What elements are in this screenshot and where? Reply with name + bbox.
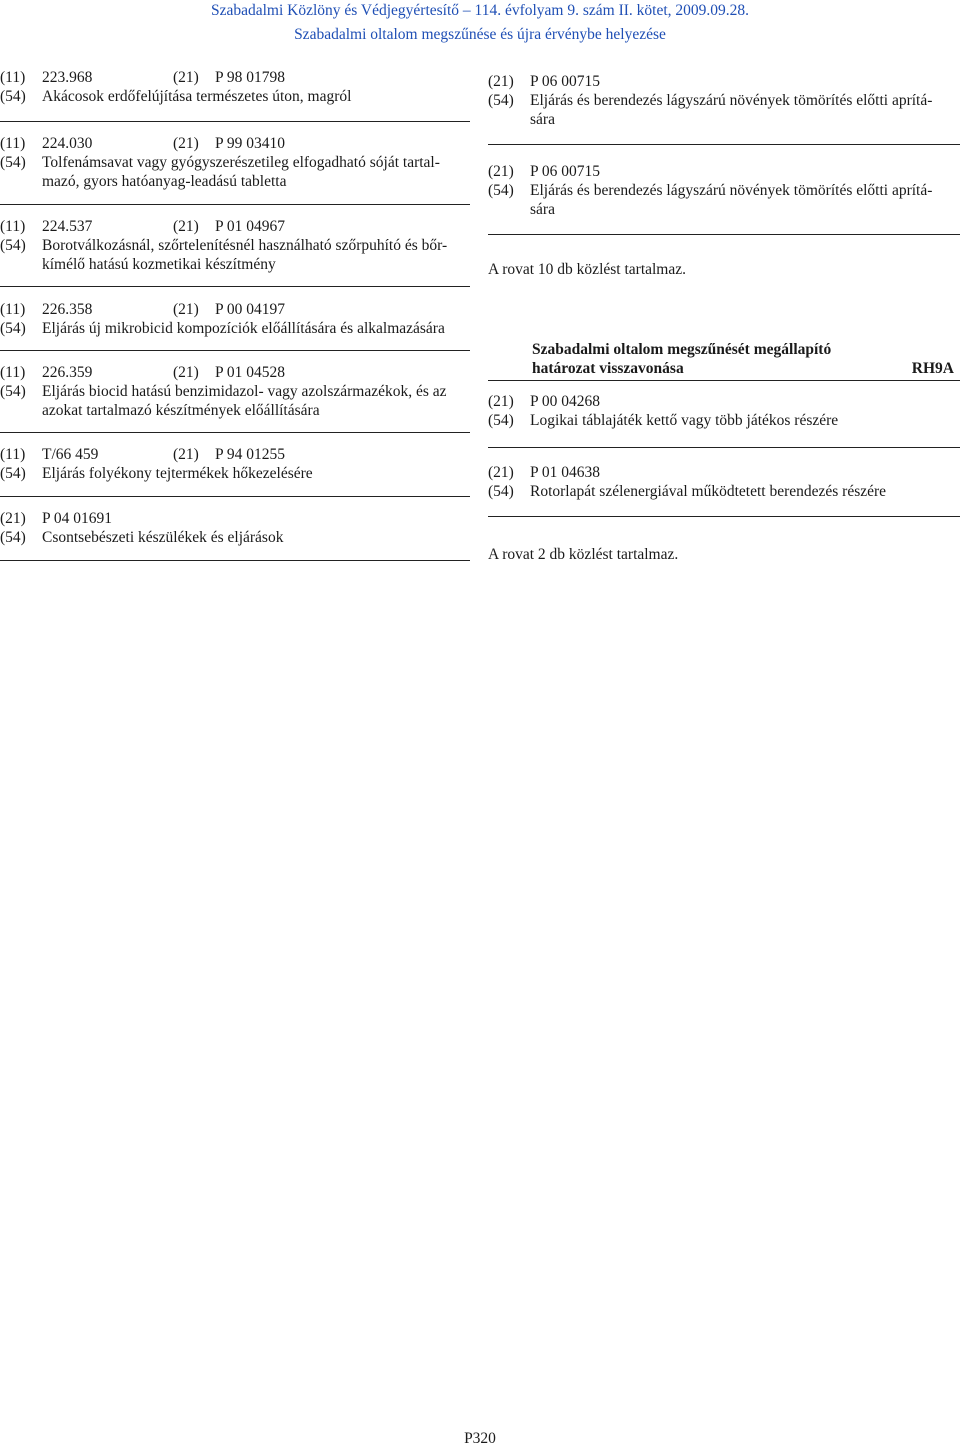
code-21: (21) xyxy=(488,73,514,90)
code-21: (21) xyxy=(173,69,199,86)
entry-divider xyxy=(0,560,470,561)
patent-title-line: azokat tartalmazó készítmények előállítására xyxy=(42,402,320,419)
code-54: (54) xyxy=(488,483,514,500)
section-heading-rule xyxy=(488,380,960,381)
code-54: (54) xyxy=(488,182,514,199)
patent-title-line: Rotorlapát szélenergiával működtetett berendezés részére xyxy=(530,483,887,500)
patent-entry xyxy=(488,162,960,219)
application-number: P 98 01798 xyxy=(215,69,286,86)
code-54: (54) xyxy=(488,412,514,429)
patent-number: 224.030 xyxy=(42,135,93,152)
application-number: P 99 03410 xyxy=(215,135,286,152)
code-54: (54) xyxy=(0,154,26,171)
patent-title-line: Tolfenámsavat vagy gyógyszerészetileg elfogadható sóját tartal- xyxy=(42,154,440,171)
section-code: RH9A xyxy=(911,360,954,377)
patent-entry xyxy=(488,463,960,501)
header-publication-line: Szabadalmi Közlöny és Védjegyértesítő – 114. évfolyam 9. szám II. kötet, 2009.09.28. xyxy=(210,2,750,19)
patent-entry xyxy=(0,68,470,106)
patent-number: 224.537 xyxy=(42,218,93,235)
code-21: (21) xyxy=(488,464,514,481)
patent-title-line: sára xyxy=(530,111,555,128)
patent-title-line: Eljárás új mikrobicid kompozíciók előállítására és alkalmazására xyxy=(42,320,445,337)
code-54: (54) xyxy=(0,320,26,337)
application-number: P 01 04528 xyxy=(215,364,286,381)
patent-entry xyxy=(488,392,960,430)
application-number: P 06 00715 xyxy=(530,73,601,90)
entry-divider xyxy=(0,121,470,122)
page-number: P320 xyxy=(464,1430,496,1447)
patent-title-line: Csontsebészeti készülékek és eljárások xyxy=(42,529,284,546)
entry-divider xyxy=(488,144,960,145)
patent-title-line: Eljárás biocid hatású benzimidazol- vagy azolszármazékok, és az xyxy=(42,383,447,400)
patent-title-line: Eljárás és berendezés lágyszárú növények tömörítés előtti aprítá- xyxy=(530,92,933,109)
code-21: (21) xyxy=(488,393,514,410)
code-54: (54) xyxy=(488,92,514,109)
section-summary: A rovat 10 db közlést tartalmaz. xyxy=(488,261,686,278)
patent-entry xyxy=(0,445,470,483)
code-21: (21) xyxy=(173,446,199,463)
application-number: P 94 01255 xyxy=(215,446,286,463)
application-number: P 06 00715 xyxy=(530,163,601,180)
patent-title-line: Borotválkozásnál, szőrtelenítésnél használható szőrpuhító és bőr- xyxy=(42,237,448,254)
patent-entry xyxy=(0,217,470,274)
patent-entry xyxy=(0,134,470,191)
patent-number: 226.359 xyxy=(42,364,93,381)
section-heading xyxy=(532,340,831,378)
patent-title-line: sára xyxy=(530,201,555,218)
section-heading-line: Szabadalmi oltalom megszűnését megállapító xyxy=(532,341,832,358)
entry-divider xyxy=(0,496,470,497)
code-21: (21) xyxy=(0,510,26,527)
application-number: P 00 04268 xyxy=(530,393,601,410)
patent-title-line: kímélő hatású kozmetikai készítmény xyxy=(42,256,276,273)
code-11: (11) xyxy=(0,218,26,235)
code-11: (11) xyxy=(0,69,26,86)
code-54: (54) xyxy=(0,88,26,105)
patent-entry xyxy=(0,509,470,547)
patent-entry xyxy=(488,72,960,129)
patent-title-line: Eljárás és berendezés lágyszárú növények tömörítés előtti aprítá- xyxy=(530,182,933,199)
patent-entry xyxy=(0,363,470,420)
application-number: P 00 04197 xyxy=(215,301,286,318)
patent-title-line: mazó, gyors hatóanyag-leadású tabletta xyxy=(42,173,287,190)
code-11: (11) xyxy=(0,135,26,152)
code-54: (54) xyxy=(0,383,26,400)
patent-number: 226.358 xyxy=(42,301,93,318)
code-21: (21) xyxy=(173,135,199,152)
header-section-title: Szabadalmi oltalom megszűnése és újra érvénybe helyezése xyxy=(294,26,666,43)
entry-divider xyxy=(0,350,470,351)
patent-title-line: Eljárás folyékony tejtermékek hőkezelésére xyxy=(42,465,313,482)
patent-entry xyxy=(0,300,470,338)
code-54: (54) xyxy=(0,237,26,254)
entry-divider xyxy=(488,447,960,448)
application-number: P 01 04638 xyxy=(530,464,601,481)
code-21: (21) xyxy=(173,218,199,235)
entry-divider xyxy=(0,204,470,205)
code-21: (21) xyxy=(173,364,199,381)
code-54: (54) xyxy=(0,529,26,546)
patent-title-line: Logikai táblajáték kettő vagy több játékos részére xyxy=(530,412,839,429)
entry-divider xyxy=(488,234,960,235)
code-21: (21) xyxy=(173,301,199,318)
section-heading-line: határozat visszavonása xyxy=(532,360,684,377)
entry-divider xyxy=(488,516,960,517)
code-54: (54) xyxy=(0,465,26,482)
entry-divider xyxy=(0,286,470,287)
section-summary: A rovat 2 db közlést tartalmaz. xyxy=(488,546,679,563)
application-number: P 01 04967 xyxy=(215,218,286,235)
patent-number: 223.968 xyxy=(42,69,93,86)
patent-number: T/66 459 xyxy=(42,446,99,463)
code-11: (11) xyxy=(0,364,26,381)
application-number: P 04 01691 xyxy=(42,510,113,527)
entry-divider xyxy=(0,432,470,433)
code-21: (21) xyxy=(488,163,514,180)
code-11: (11) xyxy=(0,446,26,463)
code-11: (11) xyxy=(0,301,26,318)
patent-title-line: Akácosok erdőfelújítása természetes úton, magról xyxy=(42,88,352,105)
